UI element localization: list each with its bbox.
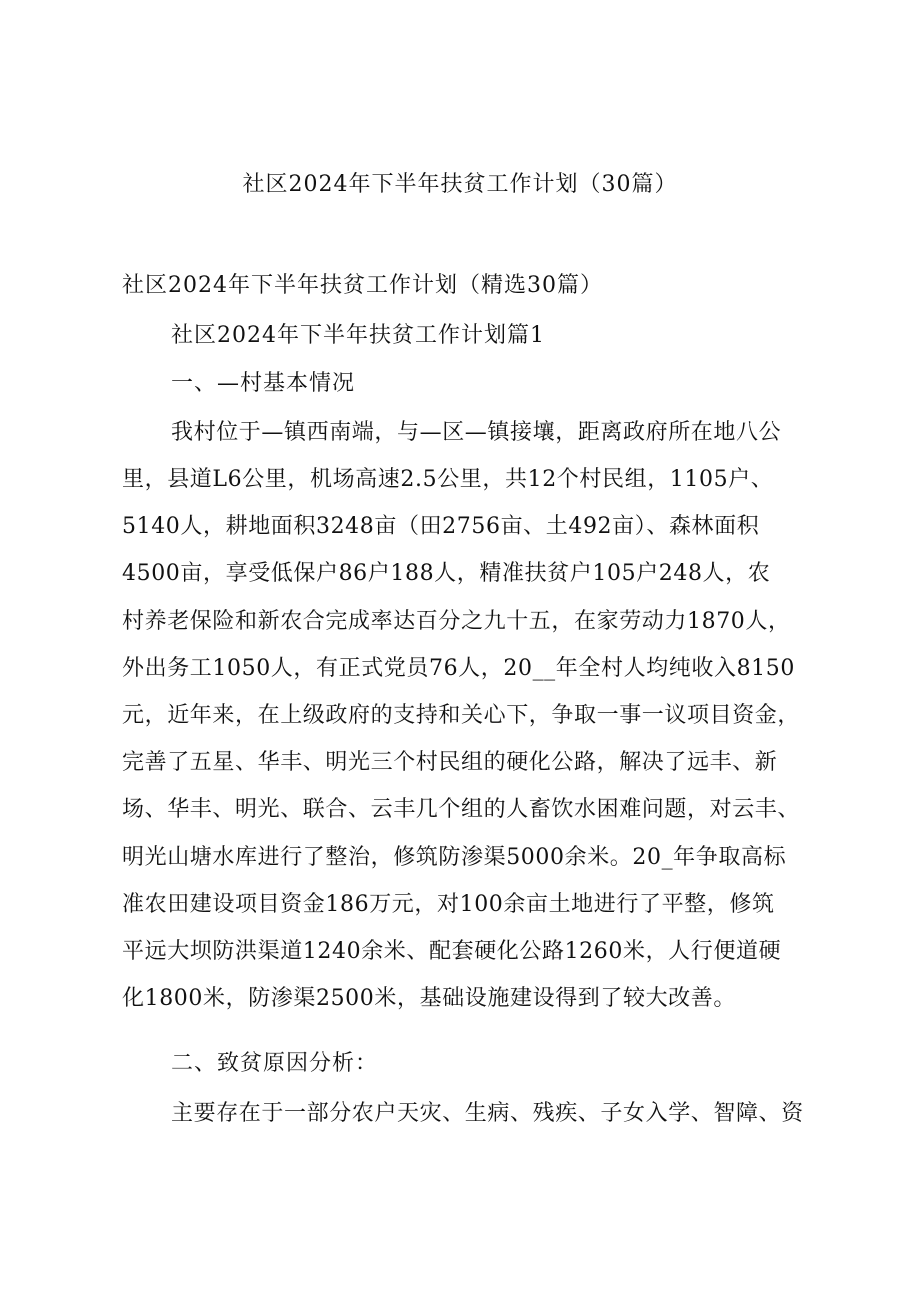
paragraph-line: 我村位于—镇西南端，与—区—镇接壤，距离政府所在地八公 (171, 420, 782, 445)
paragraph-line: 元，近年来，在上级政府的支持和关心下，争取一事一议项目资金， (122, 703, 801, 728)
section-heading-poverty-causes: 二、致贫原因分析： (171, 1051, 379, 1076)
paragraph-line: 5140人，耕地面积3248亩（田2756亩、土492亩）、森林面积 (122, 514, 760, 539)
plan-heading: 社区2024年下半年扶贫工作计划篇1 (171, 323, 545, 348)
paragraph-line: 村养老保险和新农合完成率达百分之九十五，在家劳动力1870人， (122, 609, 791, 634)
paragraph-line: 主要存在于一部分农户天灾、生病、残疾、子女入学、智障、资 (171, 1101, 804, 1126)
paragraph-line: 完善了五星、华丰、明光三个村民组的硬化公路，解决了远丰、新 (122, 750, 778, 775)
paragraph-line: 准农田建设项目资金186万元，对100余亩土地进行了平整，修筑 (122, 892, 775, 917)
section-heading-basic-info: 一、—村基本情况 (171, 371, 356, 396)
paragraph-line: 外出务工1050人，有正式党员76人，20__年全村人均纯收入8150 (122, 656, 795, 681)
paragraph-line: 平远大坝防洪渠道1240余米、配套硬化公路1260米，人行便道硬 (122, 939, 782, 964)
paragraph-line: 4500亩，享受低保户86户188人，精准扶贫户105户248人，农 (122, 561, 771, 586)
paragraph-line: 场、华丰、明光、联合、云丰几个组的人畜饮水困难问题，对云丰、 (122, 797, 801, 822)
document-title: 社区2024年下半年扶贫工作计划（30篇） (242, 172, 678, 197)
paragraph-line: 化1800米，防渗渠2500米，基础设施建设得到了较大改善。 (122, 986, 736, 1011)
document-subtitle: 社区2024年下半年扶贫工作计划（精选30篇） (122, 273, 603, 298)
paragraph-line: 里，县道L6公里，机场高速2.5公里，共12个村民组，1105户、 (122, 467, 774, 492)
paragraph-line: 明光山塘水库进行了整治，修筑防渗渠5000余米。20_年争取高标 (122, 845, 787, 870)
